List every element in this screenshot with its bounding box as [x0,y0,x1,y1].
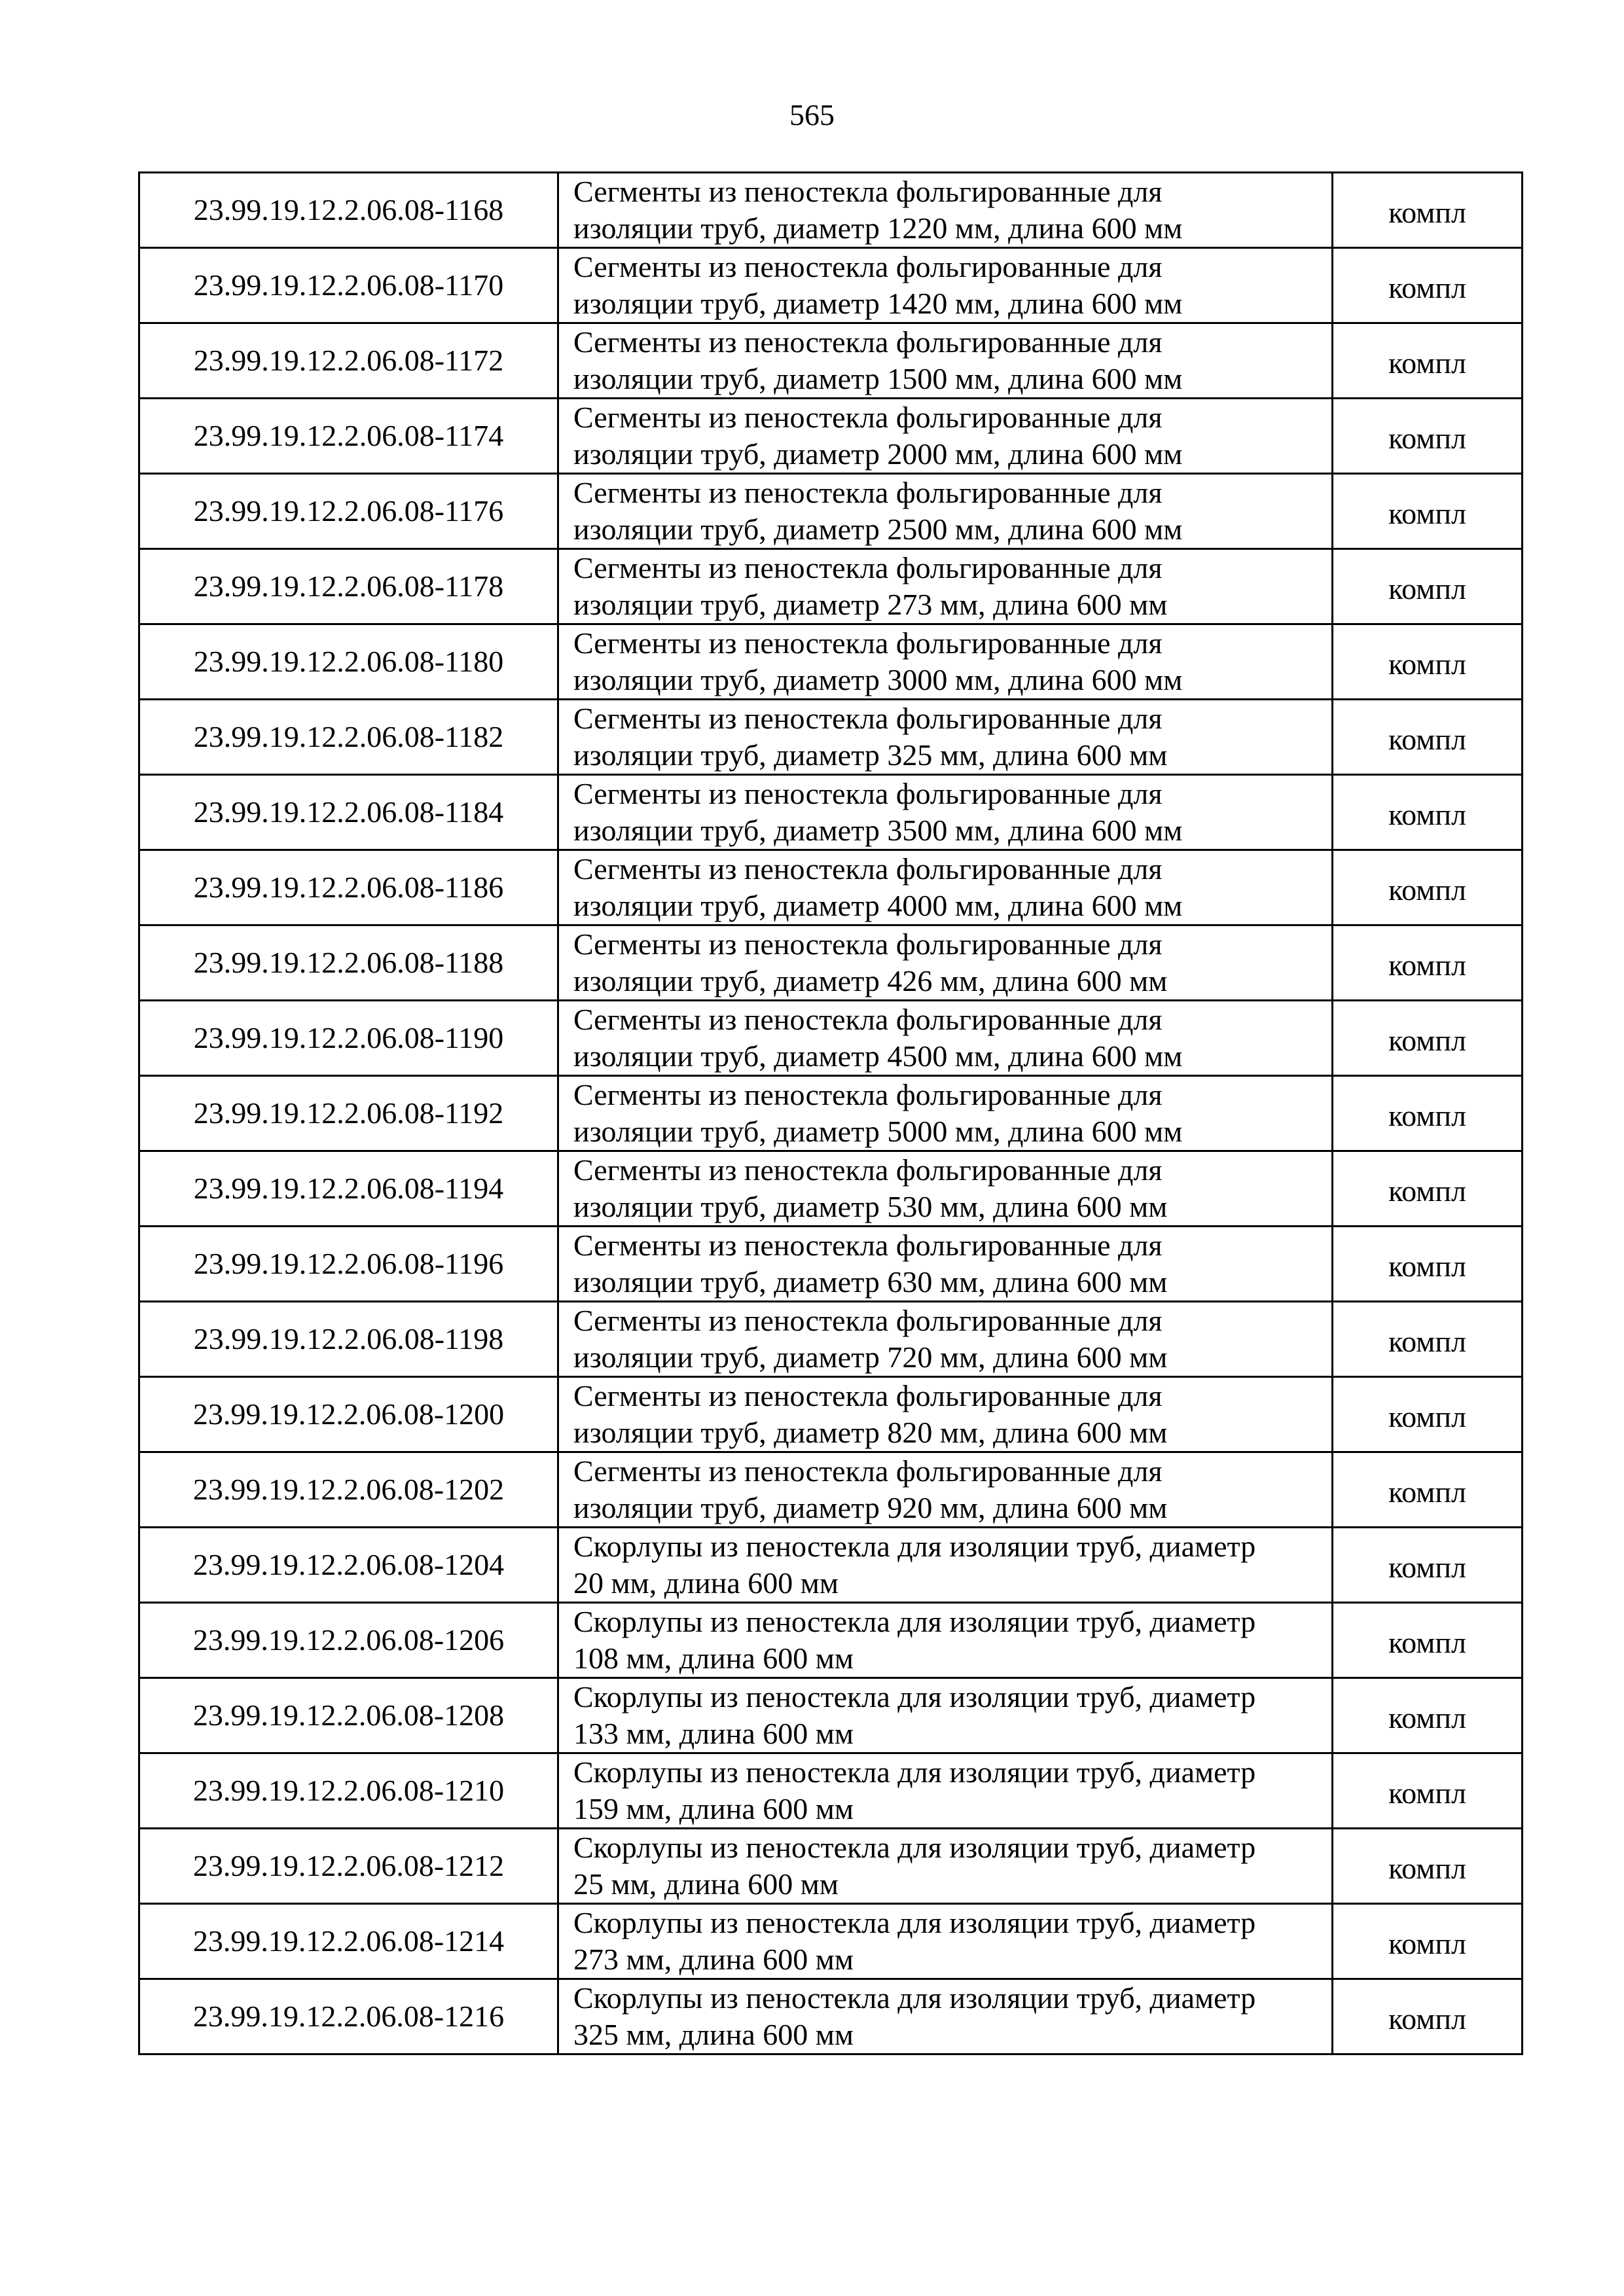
item-name-line1: Сегменты из пеностекла фольгированные для [573,702,1163,735]
item-name [558,474,1333,549]
table-row [139,1829,1523,1904]
item-name-line1: Сегменты из пеностекла фольгированные для [573,1229,1163,1262]
item-unit: компл [1333,1753,1523,1829]
item-unit: компл [1333,925,1523,1001]
item-code: 23.99.19.12.2.06.08-1196 [139,1227,558,1302]
item-code: 23.99.19.12.2.06.08-1182 [139,700,558,775]
item-unit: компл [1333,850,1523,925]
item-unit: компл [1333,549,1523,624]
item-name-line2: изоляции труб, диаметр 4500 мм, длина 600 мм [573,1039,1183,1073]
item-name [558,700,1333,775]
table-row [139,1753,1523,1829]
item-unit: компл [1333,399,1523,474]
item-name-line1: Сегменты из пеностекла фольгированные для [573,476,1163,509]
item-name-line2: изоляции труб, диаметр 325 мм, длина 600 мм [573,738,1168,772]
item-name [558,1151,1333,1227]
item-unit: компл [1333,1001,1523,1076]
item-name-line2: изоляции труб, диаметр 720 мм, длина 600 мм [573,1340,1168,1374]
item-name-line1: Скорлупы из пеностекла для изоляции труб, диаметр [573,1605,1256,1638]
item-unit: компл [1333,474,1523,549]
item-unit: компл [1333,1678,1523,1753]
item-name-line2: изоляции труб, диаметр 3000 мм, длина 600 мм [573,663,1183,696]
item-name [558,1678,1333,1753]
table-row [139,173,1523,248]
item-unit: компл [1333,1452,1523,1528]
table-row [139,925,1523,1001]
item-name [558,850,1333,925]
table-row [139,1452,1523,1528]
item-name-line1: Скорлупы из пеностекла для изоляции труб, диаметр [573,1680,1256,1713]
table-row [139,1151,1523,1227]
item-code: 23.99.19.12.2.06.08-1188 [139,925,558,1001]
item-name-line1: Сегменты из пеностекла фольгированные для [573,175,1163,208]
item-name-line1: Сегменты из пеностекла фольгированные для [573,777,1163,810]
item-name [558,775,1333,850]
page-number: 565 [789,98,835,132]
item-code: 23.99.19.12.2.06.08-1212 [139,1829,558,1904]
table-row [139,399,1523,474]
item-name-line2: 325 мм, длина 600 мм [573,2018,854,2051]
item-name-line2: 273 мм, длина 600 мм [573,1943,854,1976]
item-unit: компл [1333,1528,1523,1603]
table-row [139,1904,1523,1979]
item-unit: компл [1333,624,1523,700]
item-unit: компл [1333,1302,1523,1377]
table-row [139,549,1523,624]
item-unit: компл [1333,1076,1523,1151]
item-name-line1: Сегменты из пеностекла фольгированные для [573,551,1163,584]
table-row [139,1302,1523,1377]
item-name-line2: 108 мм, длина 600 мм [573,1641,854,1675]
item-unit: компл [1333,1603,1523,1678]
item-name-line1: Сегменты из пеностекла фольгированные для [573,1153,1163,1187]
item-unit: компл [1333,1979,1523,2054]
table-row [139,248,1523,323]
item-name-line2: изоляции труб, диаметр 2000 мм, длина 600 мм [573,437,1183,471]
item-name-line2: изоляции труб, диаметр 1420 мм, длина 600 мм [573,287,1183,320]
item-name [558,925,1333,1001]
item-unit: компл [1333,700,1523,775]
item-code: 23.99.19.12.2.06.08-1216 [139,1979,558,2054]
item-code: 23.99.19.12.2.06.08-1176 [139,474,558,549]
item-name [558,1753,1333,1829]
item-code: 23.99.19.12.2.06.08-1168 [139,173,558,248]
item-name [558,323,1333,399]
item-name-line1: Сегменты из пеностекла фольгированные для [573,401,1163,434]
item-name-line1: Скорлупы из пеностекла для изоляции труб, диаметр [573,1981,1256,2015]
item-unit: компл [1333,173,1523,248]
item-name [558,1001,1333,1076]
item-name [558,248,1333,323]
item-name [558,399,1333,474]
item-code: 23.99.19.12.2.06.08-1202 [139,1452,558,1528]
item-code: 23.99.19.12.2.06.08-1200 [139,1377,558,1452]
item-name-line2: изоляции труб, диаметр 4000 мм, длина 600 мм [573,889,1183,922]
item-code: 23.99.19.12.2.06.08-1208 [139,1678,558,1753]
table-row [139,1678,1523,1753]
item-name-line1: Скорлупы из пеностекла для изоляции труб, диаметр [573,1530,1256,1563]
item-code: 23.99.19.12.2.06.08-1172 [139,323,558,399]
item-name-line2: изоляции труб, диаметр 273 мм, длина 600 мм [573,588,1168,621]
catalog-table [138,171,1523,2055]
item-name-line1: Сегменты из пеностекла фольгированные для [573,852,1163,886]
item-name-line1: Сегменты из пеностекла фольгированные для [573,1304,1163,1337]
item-name [558,1829,1333,1904]
table-row [139,624,1523,700]
item-unit: компл [1333,1227,1523,1302]
item-name-line2: изоляции труб, диаметр 1500 мм, длина 600 мм [573,362,1183,395]
table-row [139,474,1523,549]
item-name-line1: Сегменты из пеностекла фольгированные для [573,1078,1163,1111]
table-row [139,1377,1523,1452]
item-unit: компл [1333,1829,1523,1904]
table-row [139,1979,1523,2054]
item-name [558,1302,1333,1377]
table-row [139,1001,1523,1076]
item-name-line1: Сегменты из пеностекла фольгированные для [573,927,1163,961]
item-name-line2: изоляции труб, диаметр 5000 мм, длина 600 мм [573,1115,1183,1148]
item-code: 23.99.19.12.2.06.08-1192 [139,1076,558,1151]
item-name-line2: 133 мм, длина 600 мм [573,1717,854,1750]
item-code: 23.99.19.12.2.06.08-1214 [139,1904,558,1979]
item-name [558,1452,1333,1528]
item-unit: компл [1333,1377,1523,1452]
item-name-line2: изоляции труб, диаметр 1220 мм, длина 600 мм [573,211,1183,245]
item-name [558,1377,1333,1452]
table-row [139,1227,1523,1302]
item-name [558,1076,1333,1151]
item-name [558,1603,1333,1678]
item-name [558,1904,1333,1979]
item-name-line2: изоляции труб, диаметр 2500 мм, длина 600 мм [573,512,1183,546]
item-unit: компл [1333,323,1523,399]
item-name [558,1227,1333,1302]
item-name-line2: 20 мм, длина 600 мм [573,1566,839,1600]
item-name-line1: Скорлупы из пеностекла для изоляции труб, диаметр [573,1906,1256,1939]
table-row [139,775,1523,850]
item-name-line1: Сегменты из пеностекла фольгированные для [573,1379,1163,1412]
item-code: 23.99.19.12.2.06.08-1170 [139,248,558,323]
item-code: 23.99.19.12.2.06.08-1210 [139,1753,558,1829]
item-name [558,1979,1333,2054]
item-name-line1: Сегменты из пеностекла фольгированные для [573,1454,1163,1488]
item-code: 23.99.19.12.2.06.08-1198 [139,1302,558,1377]
item-code: 23.99.19.12.2.06.08-1184 [139,775,558,850]
item-name-line1: Сегменты из пеностекла фольгированные для [573,1003,1163,1036]
item-code: 23.99.19.12.2.06.08-1180 [139,624,558,700]
table-row [139,700,1523,775]
table-row [139,323,1523,399]
item-unit: компл [1333,775,1523,850]
item-code: 23.99.19.12.2.06.08-1174 [139,399,558,474]
item-code: 23.99.19.12.2.06.08-1178 [139,549,558,624]
item-name-line1: Скорлупы из пеностекла для изоляции труб, диаметр [573,1831,1256,1864]
item-name-line2: изоляции труб, диаметр 426 мм, длина 600 мм [573,964,1168,997]
table-row [139,1528,1523,1603]
item-unit: компл [1333,248,1523,323]
item-name [558,173,1333,248]
item-name-line2: изоляции труб, диаметр 630 мм, длина 600 мм [573,1265,1168,1299]
item-code: 23.99.19.12.2.06.08-1206 [139,1603,558,1678]
item-name-line2: изоляции труб, диаметр 820 мм, длина 600 мм [573,1416,1168,1449]
item-name-line2: изоляции труб, диаметр 530 мм, длина 600 мм [573,1190,1168,1223]
item-name [558,1528,1333,1603]
item-name-line1: Сегменты из пеностекла фольгированные для [573,325,1163,359]
item-name-line2: изоляции труб, диаметр 3500 мм, длина 600 мм [573,814,1183,847]
item-name [558,624,1333,700]
item-unit: компл [1333,1904,1523,1979]
item-code: 23.99.19.12.2.06.08-1204 [139,1528,558,1603]
item-code: 23.99.19.12.2.06.08-1190 [139,1001,558,1076]
table-row [139,1603,1523,1678]
table-row [139,850,1523,925]
item-name-line2: изоляции труб, диаметр 920 мм, длина 600 мм [573,1491,1168,1524]
item-unit: компл [1333,1151,1523,1227]
item-name-line2: 25 мм, длина 600 мм [573,1867,839,1901]
item-name-line1: Сегменты из пеностекла фольгированные для [573,626,1163,660]
item-code: 23.99.19.12.2.06.08-1194 [139,1151,558,1227]
item-code: 23.99.19.12.2.06.08-1186 [139,850,558,925]
table-row [139,1076,1523,1151]
item-name-line1: Сегменты из пеностекла фольгированные для [573,250,1163,283]
item-name [558,549,1333,624]
item-name-line1: Скорлупы из пеностекла для изоляции труб, диаметр [573,1755,1256,1789]
item-name-line2: 159 мм, длина 600 мм [573,1792,854,1825]
